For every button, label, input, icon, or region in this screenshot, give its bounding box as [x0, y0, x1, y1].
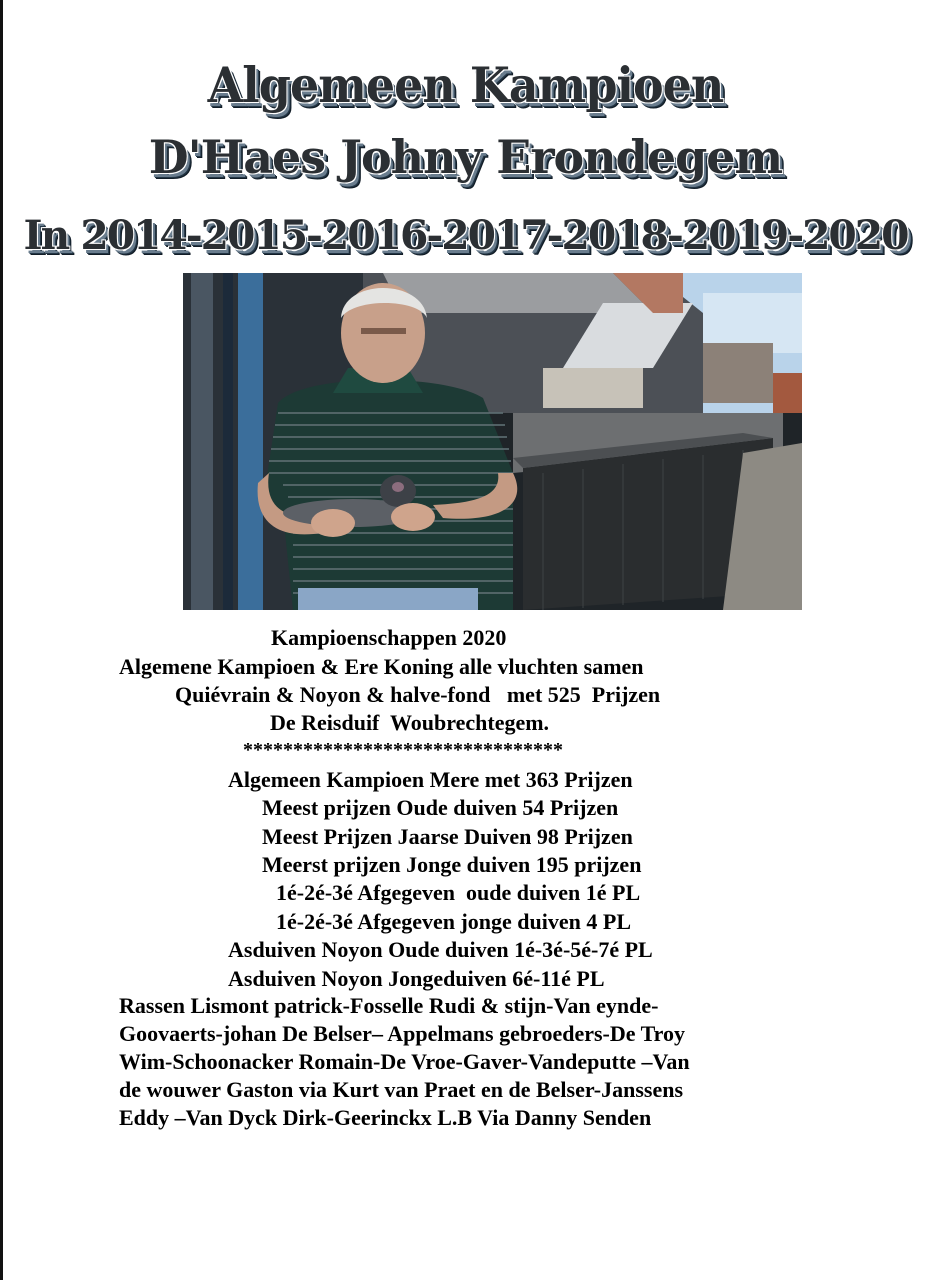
result-line-6: 1é-2é-3é Afgegeven jonge duiven 4 PL	[276, 909, 631, 934]
breeds-line-2: Goovaerts-johan De Belser– Appelmans gebroeders-De Troy	[119, 1021, 686, 1046]
breeds-line-3: Wim-Schoonacker Romain-De Vroe-Gaver-Vandeputte –Van	[119, 1049, 690, 1074]
photo-man-with-pigeon	[183, 273, 802, 610]
breeds-line-4: de wouwer Gaston via Kurt van Praet en de Belser-Janssens	[119, 1077, 684, 1102]
result-line-2: Meest prijzen Oude duiven 54 Prijzen	[262, 795, 619, 820]
championships-line3: De Reisduif Woubrechtegem.	[270, 710, 550, 735]
header-title-line1: Algemeen Kampioen	[207, 56, 724, 114]
breeds-paragraph	[119, 992, 839, 1132]
championships-line1: Algemene Kampioen & Ere Koning alle vluchten samen	[119, 654, 644, 679]
result-line-3: Meest Prijzen Jaarse Duiven 98 Prijzen	[262, 824, 633, 849]
championships-title: Kampioenschappen 2020	[271, 625, 507, 650]
header-title-line3: In 2014-2015-2016-2017-2018-2019-2020	[23, 212, 908, 259]
result-line-1: Algemeen Kampioen Mere met 363 Prijzen	[228, 767, 633, 792]
separator-stars: ********************************	[243, 739, 563, 761]
championships-line2: Quiévrain & Noyon & halve-fond met 525 Prijzen	[175, 682, 661, 707]
breeds-line-1: Rassen Lismont patrick-Fosselle Rudi & stijn-Van eynde-	[119, 993, 659, 1018]
result-line-7: Asduiven Noyon Oude duiven 1é-3é-5é-7é PL	[228, 937, 653, 962]
result-line-5: 1é-2é-3é Afgegeven oude duiven 1é PL	[276, 880, 641, 905]
result-line-4: Meerst prijzen Jonge duiven 195 prijzen	[262, 852, 642, 877]
header-title-line2: D'Haes Johny Erondegem	[148, 130, 783, 184]
result-line-8: Asduiven Noyon Jongeduiven 6é-11é PL	[228, 966, 605, 991]
page-edge	[0, 0, 3, 1280]
breeds-line-5: Eddy –Van Dyck Dirk-Geerinckx L.B Via Danny Senden	[119, 1105, 652, 1130]
